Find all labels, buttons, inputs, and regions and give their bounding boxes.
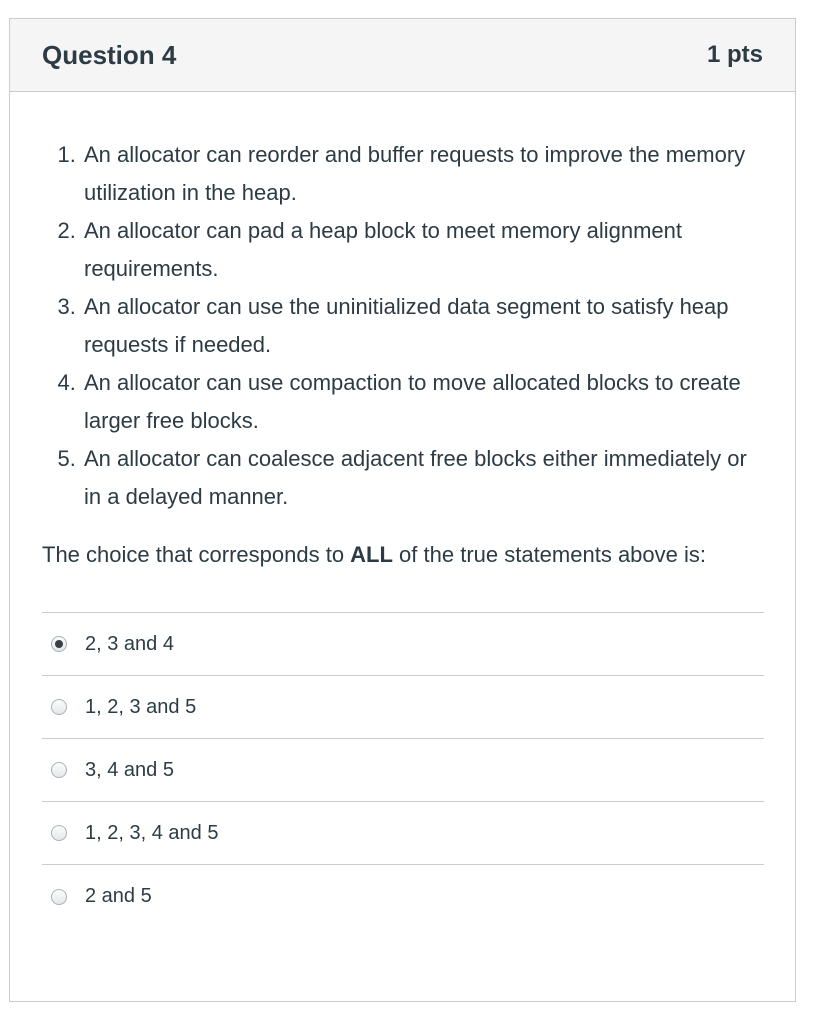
answer-label[interactable]: 1, 2, 3 and 5 [85, 695, 197, 718]
radio-button-selected[interactable] [51, 636, 67, 652]
prompt-text-before: The choice that corresponds to [42, 542, 351, 567]
answer-label[interactable]: 2, 3 and 4 [85, 632, 174, 655]
question-body [10, 92, 795, 928]
statement-item: 3. An allocator can use the uninitialized data segment to satisfy heap requests if needed. [82, 288, 763, 364]
answer-label[interactable]: 1, 2, 3, 4 and 5 [85, 821, 219, 844]
question-prompt [42, 536, 763, 574]
prompt-text-after: of the true statements above is: [392, 542, 706, 567]
answer-list [42, 612, 764, 928]
answer-option[interactable] [42, 865, 764, 928]
answer-label[interactable]: 2 and 5 [85, 885, 152, 907]
question-header [10, 19, 795, 92]
answer-option[interactable] [42, 613, 764, 676]
answer-option[interactable] [42, 676, 764, 739]
question-card [9, 18, 796, 1002]
question-title: Question 4 [42, 39, 177, 70]
statement-list [42, 136, 763, 516]
radio-button[interactable] [51, 889, 67, 905]
radio-button[interactable] [51, 699, 67, 715]
answer-option[interactable] [42, 802, 764, 865]
statement-item: 1. An allocator can reorder and buffer requests to improve the memory utilization in the heap. [82, 136, 763, 212]
radio-button[interactable] [51, 825, 67, 841]
answer-option[interactable] [42, 739, 764, 802]
radio-button[interactable] [51, 762, 67, 778]
question-points: 1 pts [706, 41, 763, 68]
statement-item: 4. An allocator can use compaction to move allocated blocks to create larger free blocks. [82, 364, 763, 440]
prompt-emphasis: ALL [350, 542, 393, 567]
statement-item: 2. An allocator can pad a heap block to meet memory alignment requirements. [82, 212, 763, 288]
answer-label[interactable]: 3, 4 and 5 [85, 758, 174, 781]
statement-item: 5. An allocator can coalesce adjacent free blocks either immediately or in a delayed manner. [82, 440, 763, 516]
